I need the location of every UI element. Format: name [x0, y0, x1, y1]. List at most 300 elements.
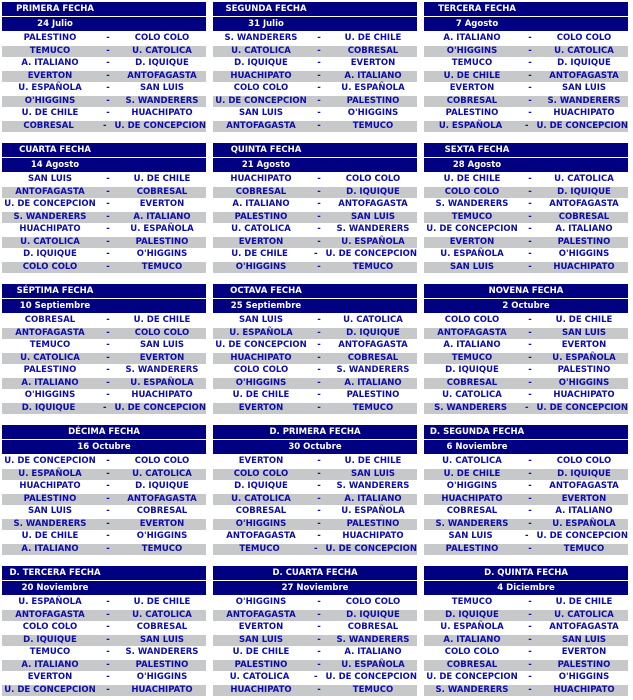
- match-list: [424, 597, 628, 696]
- home-team: D. IQUIQUE: [445, 365, 499, 375]
- match-row: [213, 121, 417, 132]
- match-row: [2, 315, 206, 326]
- separator-dash: -: [106, 684, 110, 695]
- match-row: [213, 685, 417, 696]
- home-team: U. CATOLICA: [231, 224, 291, 234]
- fecha-date-row: [213, 158, 417, 172]
- away-team: U. DE CONCEPCION: [325, 672, 417, 682]
- home-team: U. ESPAÑOLA: [18, 597, 82, 607]
- match-row: [424, 519, 628, 530]
- separator-dash: -: [528, 543, 532, 554]
- match-row: [213, 597, 417, 608]
- home-team: U. ESPAÑOLA: [18, 83, 82, 93]
- separator-dash: -: [106, 199, 110, 209]
- home-team: O'HIGGINS: [235, 597, 287, 607]
- fecha-header: [2, 566, 206, 580]
- home-team: O'HIGGINS: [24, 95, 76, 106]
- home-team: COLO COLO: [233, 83, 289, 93]
- separator-dash: -: [106, 672, 110, 682]
- separator-dash: -: [106, 83, 110, 93]
- home-team: A. ITALIANO: [21, 543, 79, 554]
- home-team: U. DE CHILE: [231, 249, 288, 259]
- match-row: [213, 340, 417, 351]
- separator-dash: -: [525, 531, 529, 541]
- match-row: [213, 108, 417, 119]
- away-team: TEMUCO: [141, 543, 183, 554]
- fecha-date-row: [424, 17, 628, 31]
- home-team: TEMUCO: [29, 340, 71, 350]
- separator-dash: -: [106, 622, 110, 632]
- away-team: ANTOFAGASTA: [549, 622, 619, 632]
- away-team: COBRESAL: [558, 211, 610, 222]
- fecha-title: D. TERCERA FECHA: [9, 568, 101, 578]
- home-team: TEMUCO: [451, 597, 493, 607]
- away-team: HUACHIPATO: [131, 390, 193, 400]
- match-row: [213, 224, 417, 235]
- match-row: [213, 83, 417, 94]
- away-team: COLO COLO: [345, 597, 401, 607]
- match-row: [2, 456, 206, 467]
- match-row: [2, 174, 206, 185]
- match-row: [2, 46, 206, 57]
- fecha-header: [424, 143, 628, 157]
- match-row: [424, 249, 628, 260]
- match-list: [424, 456, 628, 555]
- away-team: A. ITALIANO: [555, 224, 613, 234]
- separator-dash: -: [528, 597, 532, 607]
- match-row: [213, 481, 417, 492]
- separator-dash: -: [528, 95, 532, 106]
- match-row: [2, 531, 206, 542]
- away-team: ANTOFAGASTA: [549, 70, 619, 81]
- away-team: S. WANDERERS: [547, 95, 621, 106]
- away-team: O'HIGGINS: [558, 672, 610, 682]
- fecha-date-row: [2, 158, 206, 172]
- away-team: COLO COLO: [134, 33, 190, 43]
- home-team: COBRESAL: [446, 659, 498, 670]
- home-team: U. DE CONCEPCION: [4, 456, 96, 466]
- match-row: [2, 403, 206, 414]
- fecha-block-2: [213, 2, 417, 133]
- match-list: [424, 33, 628, 132]
- home-team: EVERTON: [449, 83, 495, 93]
- separator-dash: -: [106, 224, 110, 234]
- separator-dash: -: [317, 199, 321, 209]
- home-team: EVERTON: [27, 672, 73, 682]
- separator-dash: -: [106, 659, 110, 670]
- away-team: D. IQUIQUE: [135, 481, 189, 491]
- away-team: U. DE CHILE: [555, 315, 613, 325]
- away-team: D. IQUIQUE: [135, 58, 189, 68]
- away-team: PALESTINO: [346, 390, 400, 400]
- away-team: COLO COLO: [556, 456, 612, 466]
- away-team: HUACHIPATO: [553, 108, 615, 118]
- home-team: A. ITALIANO: [443, 33, 501, 43]
- away-team: O'HIGGINS: [136, 672, 188, 682]
- home-team: S. WANDERERS: [434, 402, 507, 413]
- home-team: TEMUCO: [29, 647, 71, 657]
- separator-dash: -: [106, 261, 110, 272]
- match-row: [213, 46, 417, 57]
- away-team: TEMUCO: [352, 120, 394, 131]
- match-row: [213, 328, 417, 339]
- home-team: TEMUCO: [451, 58, 493, 68]
- fecha-title: TERCERA FECHA: [438, 4, 516, 14]
- fecha-date: 20 Noviembre: [21, 583, 89, 593]
- separator-dash: -: [106, 531, 110, 541]
- match-list: [2, 315, 206, 414]
- fecha-title: SEXTA FECHA: [444, 145, 510, 155]
- away-team: SAN LUIS: [561, 83, 607, 93]
- match-row: [213, 403, 417, 414]
- separator-dash: -: [317, 236, 321, 247]
- separator-dash: -: [317, 531, 321, 541]
- fecha-date: 7 Agosto: [455, 19, 499, 29]
- match-list: [213, 33, 417, 132]
- match-row: [213, 96, 417, 107]
- away-team: D. IQUIQUE: [557, 468, 611, 479]
- home-team: O'HIGGINS: [446, 45, 498, 56]
- separator-dash: -: [314, 543, 318, 554]
- fecha-header: [213, 566, 417, 580]
- away-team: U. DE CONCEPCION: [536, 120, 628, 131]
- match-row: [2, 647, 206, 658]
- home-team: A. ITALIANO: [443, 340, 501, 350]
- home-team: A. ITALIANO: [21, 377, 79, 388]
- away-team: S. WANDERERS: [125, 647, 199, 657]
- away-team: TEMUCO: [352, 261, 394, 272]
- fecha-title: SÉPTIMA FECHA: [16, 286, 94, 296]
- away-team: A. ITALIANO: [344, 377, 402, 388]
- away-team: U. DE CHILE: [555, 597, 613, 607]
- separator-dash: -: [317, 518, 321, 529]
- separator-dash: -: [106, 58, 110, 68]
- home-team: PALESTINO: [445, 108, 499, 118]
- away-team: S. WANDERERS: [336, 224, 410, 234]
- fecha-date-row: [2, 581, 206, 595]
- separator-dash: -: [317, 95, 321, 106]
- fecha-date-row: [424, 440, 628, 454]
- match-row: [2, 121, 206, 132]
- separator-dash: -: [317, 174, 321, 184]
- match-row: [2, 390, 206, 401]
- separator-dash: -: [528, 365, 532, 375]
- fecha-date-row: [424, 299, 628, 313]
- separator-dash: -: [314, 672, 318, 682]
- home-team: COBRESAL: [446, 506, 498, 516]
- match-list: [2, 597, 206, 696]
- away-team: TEMUCO: [352, 402, 394, 413]
- away-team: COLO COLO: [556, 33, 612, 43]
- away-team: PALESTINO: [135, 659, 189, 670]
- match-row: [2, 481, 206, 492]
- away-team: O'HIGGINS: [347, 108, 399, 118]
- separator-dash: -: [528, 609, 532, 620]
- home-team: SAN LUIS: [27, 174, 73, 184]
- away-team: U. ESPAÑOLA: [341, 83, 405, 93]
- away-team: U. DE CONCEPCION: [114, 402, 206, 413]
- fecha-header: [2, 284, 206, 298]
- away-team: O'HIGGINS: [558, 249, 610, 259]
- separator-dash: -: [528, 659, 532, 670]
- fecha-header: [424, 566, 628, 580]
- home-team: COBRESAL: [446, 377, 498, 388]
- home-team: HUACHIPATO: [230, 174, 292, 184]
- away-team: S. WANDERERS: [336, 481, 410, 491]
- match-row: [424, 597, 628, 608]
- away-team: U. ESPAÑOLA: [130, 224, 194, 234]
- match-row: [2, 199, 206, 210]
- fecha-block-1: [2, 2, 206, 133]
- away-team: COBRESAL: [136, 506, 188, 516]
- separator-dash: -: [528, 377, 532, 388]
- home-team: COBRESAL: [24, 315, 76, 325]
- home-team: HUACHIPATO: [230, 70, 292, 81]
- home-team: U. DE CHILE: [21, 531, 79, 541]
- home-team: COLO COLO: [22, 261, 78, 272]
- away-team: S. WANDERERS: [336, 365, 410, 375]
- separator-dash: -: [317, 224, 321, 234]
- separator-dash: -: [106, 647, 110, 657]
- away-team: U. ESPAÑOLA: [341, 659, 405, 670]
- separator-dash: -: [528, 684, 532, 695]
- separator-dash: -: [317, 506, 321, 516]
- away-team: U. DE CHILE: [344, 456, 402, 466]
- separator-dash: -: [106, 45, 110, 56]
- away-team: SAN LUIS: [561, 327, 607, 338]
- away-team: U. DE CONCEPCION: [536, 402, 628, 413]
- fecha-header: [2, 425, 206, 439]
- fecha-date: 14 Agosto: [30, 160, 80, 170]
- home-team: U. CATOLICA: [20, 352, 80, 363]
- match-row: [2, 353, 206, 364]
- fecha-date: 25 Septiembre: [230, 301, 302, 311]
- fecha-block-8: [213, 284, 417, 415]
- home-team: COLO COLO: [444, 315, 500, 325]
- fecha-title: PRIMERA FECHA: [16, 4, 94, 14]
- match-row: [213, 353, 417, 364]
- separator-dash: -: [317, 597, 321, 607]
- match-row: [213, 58, 417, 69]
- match-row: [213, 71, 417, 82]
- match-row: [424, 108, 628, 119]
- away-team: PALESTINO: [557, 365, 611, 375]
- match-row: [424, 237, 628, 248]
- home-team: COLO COLO: [233, 468, 289, 479]
- away-team: A. ITALIANO: [344, 493, 402, 504]
- home-team: S. WANDERERS: [435, 199, 509, 209]
- home-team: ANTOFAGASTA: [226, 609, 296, 620]
- away-team: A. ITALIANO: [133, 211, 191, 222]
- fecha-title: CUARTA FECHA: [19, 145, 91, 155]
- fecha-title: D. PRIMERA FECHA: [269, 427, 361, 437]
- home-team: SAN LUIS: [238, 634, 284, 645]
- separator-dash: -: [528, 224, 532, 234]
- away-team: U. CATOLICA: [554, 174, 614, 184]
- match-row: [424, 365, 628, 376]
- home-team: PALESTINO: [445, 543, 499, 554]
- away-team: ANTOFAGASTA: [549, 199, 619, 209]
- separator-dash: -: [528, 647, 532, 657]
- match-row: [2, 635, 206, 646]
- away-team: EVERTON: [139, 352, 185, 363]
- fecha-date-row: [424, 581, 628, 595]
- away-team: U. CATOLICA: [132, 468, 192, 479]
- away-team: ANTOFAGASTA: [338, 340, 408, 350]
- match-row: [213, 531, 417, 542]
- away-team: A. ITALIANO: [555, 506, 613, 516]
- away-team: ANTOFAGASTA: [338, 199, 408, 209]
- fecha-header: [2, 143, 206, 157]
- away-team: SAN LUIS: [139, 340, 185, 350]
- match-row: [424, 672, 628, 683]
- away-team: U. CATOLICA: [132, 45, 192, 56]
- home-team: SAN LUIS: [27, 506, 73, 516]
- away-team: U. DE CONCEPCION: [536, 531, 628, 541]
- separator-dash: -: [317, 58, 321, 68]
- match-row: [2, 378, 206, 389]
- fecha-date-row: [213, 440, 417, 454]
- separator-dash: -: [317, 659, 321, 670]
- separator-dash: -: [528, 186, 532, 197]
- separator-dash: -: [528, 108, 532, 118]
- match-list: [2, 33, 206, 132]
- separator-dash: -: [317, 493, 321, 504]
- fecha-title: SEGUNDA FECHA: [225, 4, 307, 14]
- home-team: U. DE CHILE: [443, 70, 501, 81]
- fecha-block-15: [424, 566, 628, 697]
- fecha-date: 6 Noviembre: [446, 442, 508, 452]
- home-team: S. WANDERERS: [13, 518, 87, 529]
- home-team: U. DE CHILE: [443, 174, 501, 184]
- fecha-date: 28 Agosto: [452, 160, 502, 170]
- home-team: S. WANDERERS: [435, 684, 509, 695]
- match-row: [2, 212, 206, 223]
- match-row: [2, 58, 206, 69]
- fecha-date: 21 Agosto: [241, 160, 291, 170]
- home-team: ANTOFAGASTA: [437, 327, 507, 338]
- match-row: [424, 544, 628, 555]
- match-row: [213, 199, 417, 210]
- away-team: O'HIGGINS: [136, 249, 188, 259]
- away-team: S. WANDERERS: [125, 95, 199, 106]
- match-row: [2, 622, 206, 633]
- separator-dash: -: [317, 402, 321, 413]
- separator-dash: -: [525, 402, 529, 413]
- match-row: [424, 403, 628, 414]
- separator-dash: -: [106, 186, 110, 197]
- match-row: [213, 519, 417, 530]
- away-team: D. IQUIQUE: [346, 186, 400, 197]
- away-team: U. ESPAÑOLA: [130, 377, 194, 388]
- match-row: [424, 212, 628, 223]
- fecha-block-14: [213, 566, 417, 697]
- home-team: A. ITALIANO: [21, 58, 79, 68]
- separator-dash: -: [317, 468, 321, 479]
- separator-dash: -: [317, 211, 321, 222]
- away-team: ANTOFAGASTA: [127, 70, 197, 81]
- separator-dash: -: [106, 609, 110, 620]
- home-team: HUACHIPATO: [441, 493, 503, 504]
- match-row: [424, 481, 628, 492]
- away-team: U. ESPAÑOLA: [552, 518, 616, 529]
- away-team: PALESTINO: [346, 518, 400, 529]
- away-team: U. DE CONCEPCION: [114, 120, 206, 131]
- match-row: [213, 494, 417, 505]
- fecha-date: 24 Julio: [37, 19, 73, 29]
- separator-dash: -: [106, 506, 110, 516]
- home-team: U. DE CONCEPCION: [426, 224, 518, 234]
- match-row: [213, 635, 417, 646]
- home-team: D. IQUIQUE: [234, 481, 288, 491]
- separator-dash: -: [314, 249, 318, 259]
- match-row: [213, 672, 417, 683]
- separator-dash: -: [317, 83, 321, 93]
- away-team: D. IQUIQUE: [346, 609, 400, 620]
- away-team: U. ESPAÑOLA: [552, 352, 616, 363]
- match-row: [424, 531, 628, 542]
- fecha-date-row: [213, 17, 417, 31]
- home-team: COBRESAL: [235, 186, 287, 197]
- match-list: [2, 456, 206, 555]
- match-row: [2, 328, 206, 339]
- home-team: PALESTINO: [234, 659, 288, 670]
- fecha-title: QUINTA FECHA: [230, 145, 302, 155]
- separator-dash: -: [317, 186, 321, 197]
- away-team: PALESTINO: [135, 236, 189, 247]
- away-team: S. WANDERERS: [125, 365, 199, 375]
- match-row: [2, 519, 206, 530]
- separator-dash: -: [106, 481, 110, 491]
- home-team: SAN LUIS: [448, 531, 493, 541]
- home-team: COLO COLO: [444, 186, 500, 197]
- away-team: U. DE CHILE: [133, 315, 191, 325]
- separator-dash: -: [317, 390, 321, 400]
- home-team: U. ESPAÑOLA: [440, 622, 504, 632]
- match-row: [213, 33, 417, 44]
- home-team: PALESTINO: [23, 493, 77, 504]
- fecha-block-11: [213, 425, 417, 556]
- separator-dash: -: [525, 120, 529, 131]
- home-team: HUACHIPATO: [230, 684, 292, 695]
- home-team: O'HIGGINS: [235, 261, 287, 272]
- home-team: ANTOFAGASTA: [226, 120, 296, 131]
- separator-dash: -: [106, 597, 110, 607]
- match-row: [424, 494, 628, 505]
- home-team: U. ESPAÑOLA: [18, 468, 82, 479]
- separator-dash: -: [106, 634, 110, 645]
- home-team: SAN LUIS: [238, 315, 284, 325]
- match-row: [424, 469, 628, 480]
- away-team: HUACHIPATO: [553, 261, 615, 272]
- separator-dash: -: [106, 33, 110, 43]
- home-team: TEMUCO: [451, 211, 493, 222]
- home-team: U. DE CHILE: [232, 647, 290, 657]
- away-team: O'HIGGINS: [558, 377, 610, 388]
- home-team: D. IQUIQUE: [23, 634, 77, 645]
- separator-dash: -: [528, 352, 532, 363]
- match-row: [424, 685, 628, 696]
- separator-dash: -: [528, 518, 532, 529]
- home-team: D. IQUIQUE: [23, 249, 77, 259]
- fecha-date: 2 Octubre: [502, 301, 550, 311]
- home-team: U. DE CHILE: [21, 108, 79, 118]
- fecha-date: 4 Diciembre: [497, 583, 555, 593]
- fecha-block-6: [424, 143, 628, 274]
- separator-dash: -: [317, 120, 321, 131]
- home-team: EVERTON: [238, 622, 284, 632]
- fecha-date: 16 Octubre: [77, 442, 131, 452]
